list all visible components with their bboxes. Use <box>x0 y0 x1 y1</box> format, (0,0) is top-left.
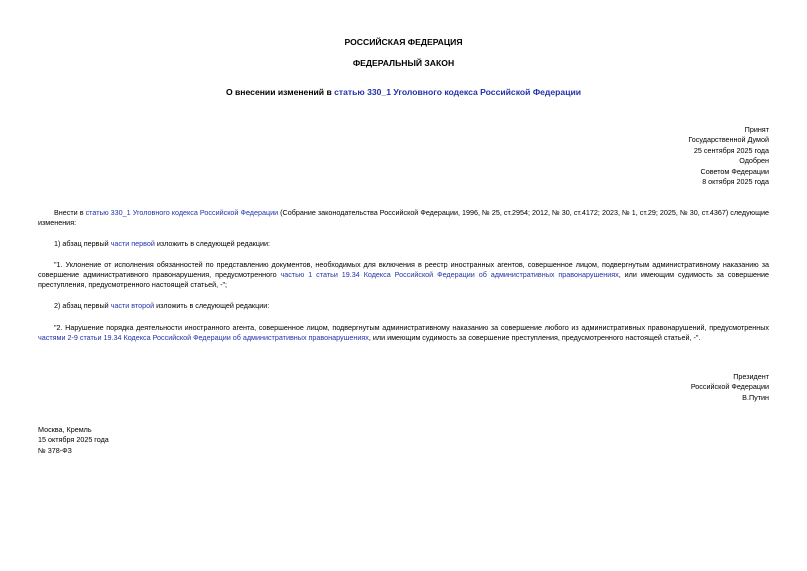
quote-1-suffix: , или имеющим судимость за совершение преступления, предусмотренного настоящей статьей, -"; <box>38 270 770 290</box>
adoption-block <box>688 125 769 188</box>
intro-link[interactable]: статью 330_1 Уголовного кодекса Российской Федерации <box>85 208 279 217</box>
signature-line-1: Президент <box>733 372 769 381</box>
item-2-prefix: 2) абзац первый <box>54 301 111 311</box>
signature-line-3: В.Путин <box>742 392 769 402</box>
item-1-prefix: 1) абзац первый <box>54 239 111 249</box>
law-title-link[interactable]: статью 330_1 Уголовного кодекса Российской Федерации <box>334 87 582 97</box>
place-line: Москва, Кремль <box>38 425 92 434</box>
adoption-line-3: 25 сентября 2025 года <box>693 145 769 155</box>
adoption-line-5: Советом Федерации <box>700 166 769 176</box>
intro-suffix: (Собрание законодательства Российской Федерации, 1996, № 25, ст.2954; 2012, № 30, ст.4172; 2023, № 1, ст.29; 2025, № 30, ст.4367) следующие изменения: <box>38 208 769 228</box>
intro-paragraph <box>38 208 769 228</box>
signature-line-2: Российской Федерации <box>690 382 769 392</box>
law-title <box>0 86 807 98</box>
law-title-prefix: О внесении изменений в <box>225 87 335 97</box>
law-type-heading: ФЕДЕРАЛЬНЫЙ ЗАКОН <box>352 58 455 68</box>
adoption-line-4: Одобрен <box>739 156 769 166</box>
item-2-suffix: изложить в следующей редакции: <box>154 301 270 311</box>
quote-1-paragraph <box>38 260 769 290</box>
signature-block <box>691 372 769 403</box>
country-heading: РОССИЙСКАЯ ФЕДЕРАЦИЯ <box>344 37 463 47</box>
quote-2-paragraph <box>38 323 769 343</box>
adoption-line-1: Принят <box>744 125 769 134</box>
law-body <box>38 208 769 354</box>
adoption-line-2: Государственной Думой <box>688 135 769 145</box>
item-2-link[interactable]: части второй <box>110 301 155 311</box>
quote-1-link[interactable]: частью 1 статьи 19.34 Кодекса Российской Федерации об административных правонарушениях <box>280 270 619 280</box>
item-1-suffix: изложить в следующей редакции: <box>154 239 270 249</box>
intro-prefix: Внести в <box>54 208 86 217</box>
place-date-block <box>38 425 109 456</box>
date-line: 15 октября 2025 года <box>38 435 109 445</box>
quote-2-prefix: "2. Нарушение порядка деятельности иностранного агента, совершенное лицом, подвергнутым административному наказанию за совершение любого из административных правонарушений, предусмотренных <box>54 322 769 332</box>
quote-2-suffix: , или имеющим судимость за совершение преступления, предусмотренного настоящей статьей, -". <box>368 332 701 342</box>
item-2-paragraph <box>38 301 769 311</box>
quote-1-prefix: "1. Уклонение от исполнения обязанностей по представлению документов, необходимых для включения в реестр иностранных агентов, совершенное лицом, подвергнутым административному наказанию за совершение административного правонарушения, предусмотренного <box>38 260 769 280</box>
quote-2-link[interactable]: частями 2-9 статьи 19.34 Кодекса Российской Федерации об административных правонарушениях <box>38 332 369 342</box>
adoption-line-6: 8 октября 2025 года <box>702 177 769 187</box>
law-number: № 378-ФЗ <box>38 445 72 455</box>
item-1-paragraph <box>38 239 769 249</box>
item-1-link[interactable]: части первой <box>110 239 155 249</box>
